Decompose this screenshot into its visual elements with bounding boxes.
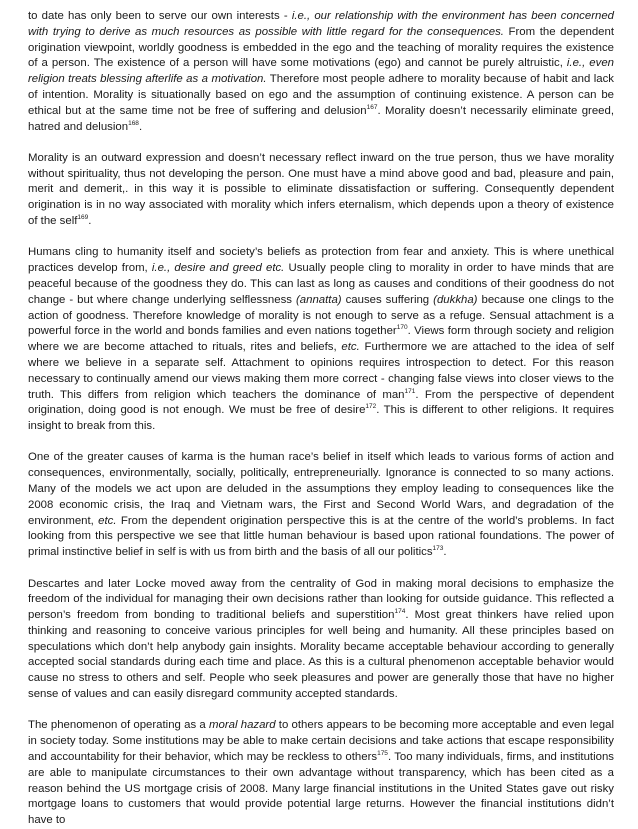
footnote-ref: 168 bbox=[128, 119, 139, 127]
text-run: to date has only been to serve our own interests - bbox=[28, 10, 292, 22]
body-paragraph bbox=[28, 245, 614, 435]
footnote-ref: 171 bbox=[404, 387, 416, 395]
text-run: Descartes and later Locke moved away from the centrality of God in making moral decisions to emphasize the freedom of the individual for managing their own decisions rather than looking for outside guidance. This reflected a person’s freedom from bonding to traditional beliefs and superstition bbox=[28, 577, 614, 622]
text-run: Usually people cling to morality in order to have minds that are peaceful because of the goodness they do. This can last as long as causes and conditions of their goodness do not change - but where change underlying selflessness bbox=[28, 262, 614, 306]
text-run: . Views form through society and religion where we are become attached to rituals, rites and beliefs, bbox=[28, 325, 614, 354]
text-run: Morality is an outward expression and doesn’t necessary reflect inward on the true person, thus we have morality without spirituality, thus not developing the person. One must have a mind above good and bad, pleasure and pain, merit and demerit,. in this way it is possible to eliminate dissatisfaction or suffering. Consequently dependent origination is in no way associated with morality which infers eternalism, which depends upon a theory of existence of the self bbox=[28, 151, 614, 228]
text-run: to others appears to be becoming more acceptable and even legal in society today. Some institutions may be able to make certain decisions and take actions that escape responsibility and accountability for their behavior, which may be reckless to others bbox=[28, 719, 614, 763]
text-run: From the dependent origination perspective this is at the centre of the world’s problems. In fact looking from this perspective we see that little human behaviour is based upon rational foundations. The power of primal instinctive belief in self is with us from birth and the basis of all our politics bbox=[28, 514, 614, 559]
italic-text: etc. bbox=[98, 514, 117, 527]
footnote-ref: 167 bbox=[366, 103, 378, 111]
text-run: . Too many individuals, firms, and institutions are able to manipulate circumstances to their own advantage without transparency, which has been cited as a reason behind the US mortgage crisis of 2008. Many large financial institutions in the United States gave out risky mortgage loans to customers that would provide potential large returns. However the financial institutions didn’t have to bbox=[28, 750, 614, 827]
text-run: Furthermore we are attached to the idea of self where we believe in a separate self. Attachment to opinions requires introspection to detect. For this reason necessary to continually amend our views making them more correct - changing false views into closer views to the truth. This differs from religion which teachers the dominance of man bbox=[28, 341, 614, 401]
italic-text: etc. bbox=[341, 341, 360, 354]
body-paragraph bbox=[28, 9, 614, 135]
body-paragraph bbox=[28, 577, 614, 703]
text-run: Humans cling to humanity itself and society’s beliefs as protection from fear and anxiety. This is where unethical practices develop from, bbox=[28, 246, 614, 275]
footnote-ref: 169 bbox=[77, 214, 89, 222]
footnote-ref: 174 bbox=[394, 608, 406, 616]
text-run: causes suffering bbox=[341, 293, 434, 306]
italic-text: i.e., even religion treats blessing afterlife as a motivation. bbox=[28, 57, 614, 86]
text-run: . Most great thinkers have relied upon thinking and reasoning to conceive various principles for well being and humanity. All these principles based on speculations which don’t help anybody gain insights. Morality became acceptable behaviour according to generally accepted social standards during each time and place. As this is a cultural phenomenon acceptable behavior would cause no stress to others and self. People who seek pleasures and power are generally those that have no higher sense of values and can easily disregard community accepted standards. bbox=[28, 609, 614, 701]
body-paragraph bbox=[28, 450, 614, 561]
text-run: . From the perspective of dependent origination, doing good is not enough. We must be free of desire bbox=[28, 388, 614, 417]
italic-text: moral hazard bbox=[209, 719, 276, 732]
body-paragraph bbox=[28, 151, 614, 230]
body-paragraph bbox=[28, 718, 614, 829]
text-run: . Morality doesn’t necessarily eliminate greed, hatred and delusion bbox=[28, 104, 615, 133]
text-run: Therefore most people adhere to morality because of habit and lack of intention. Morality is situationally based on ego and the assumption of continuing existence. A person can be ethical but at the same time not be free of suffering and delusion bbox=[28, 73, 614, 117]
italic-text: i.e., desire and greed etc. bbox=[151, 262, 285, 275]
footnote-ref: 175 bbox=[377, 750, 388, 758]
text-run: . bbox=[88, 215, 92, 228]
text-run: because one clings to the action of goodness. Therefore knowledge of morality is not enough to serve as a refuge. Sensual attachment is a powerful force in the world and bonds families and even nations together bbox=[28, 293, 614, 338]
footnote-ref: 173 bbox=[432, 545, 444, 553]
italic-text: (annatta) bbox=[295, 293, 342, 306]
text-run: The phenomenon of operating as a bbox=[28, 719, 209, 732]
text-run: . bbox=[138, 120, 143, 133]
text-run: From the dependent origination viewpoint, worldly goodness is embedded in the ego and the teaching of morality requires the existence of a person. The existence of a person will have some motivations (ego) and cannot be purely altruistic, bbox=[28, 25, 614, 70]
footnote-ref: 172 bbox=[365, 403, 377, 411]
text-run: . This is different to other religions. It requires insight to break from this. bbox=[28, 404, 614, 433]
text-run: One of the greater causes of karma is the human race’s belief in itself which leads to various forms of action and consequences, environmentally, socially, politically, entrepreneurially. Ignorance is connected to so many actions. Many of the models we act upon are deluded in the assumptions they employ leading to consequences like the 2008 economic crisis, the Iraq and Vietnam wars, the First and Second World Wars, and degradation of the environment, bbox=[28, 451, 614, 527]
italic-text: (dukkha) bbox=[433, 293, 478, 306]
footnote-ref: 170 bbox=[396, 324, 408, 332]
italic-text: i.e., our relationship with the environment has been concerned with trying to derive as much resources as possible with little regard for the consequences. bbox=[28, 10, 614, 38]
text-run: . bbox=[443, 546, 447, 559]
